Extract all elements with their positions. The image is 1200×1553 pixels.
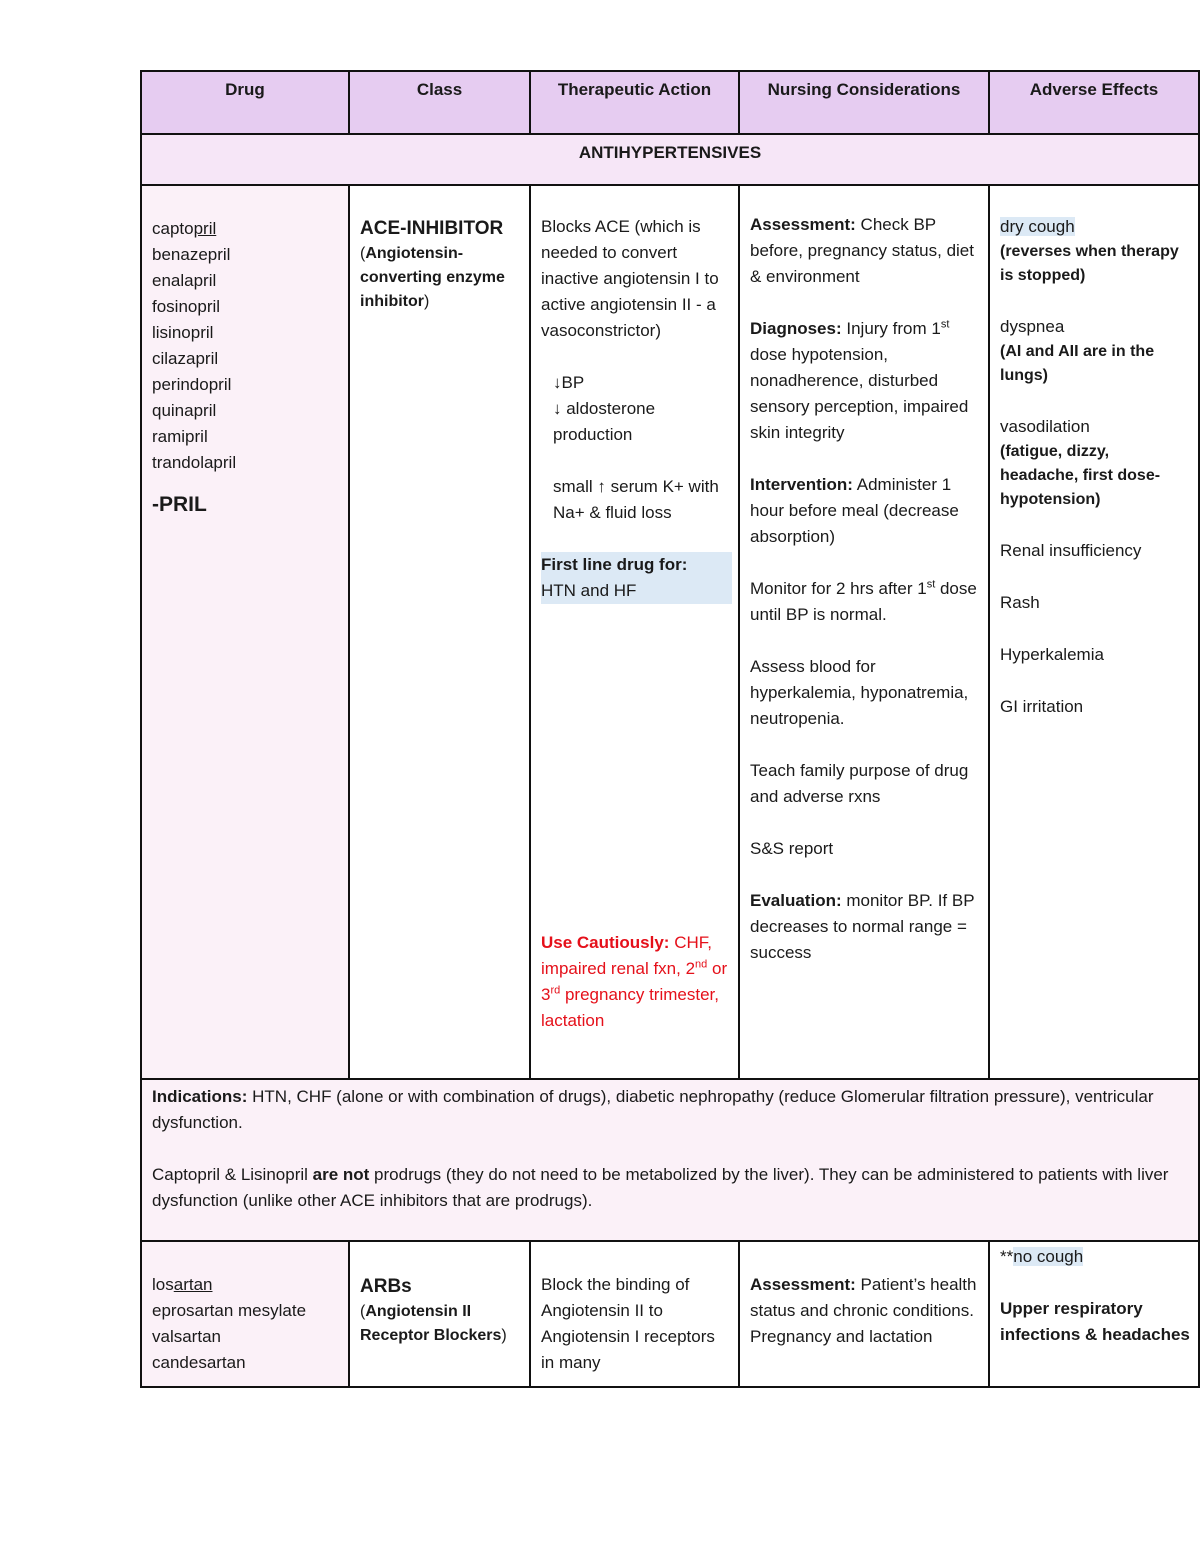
ace-class-subtitle: (Angiotensin-converting enzyme inhibitor) (360, 245, 510, 310)
ace-drug-item: cilazapril (152, 349, 219, 368)
arb-pregnancy: Pregnancy and lactation (750, 1327, 933, 1346)
arb-row (141, 1241, 1199, 1387)
header-nursing-considerations: Nursing Considerations (739, 71, 989, 134)
ace-teach: Teach family purpose of drug and adverse rxns (750, 761, 974, 806)
section-title: ANTIHYPERTENSIVES (141, 134, 1199, 185)
arb-drug-item: eprosartan mesylate (152, 1301, 307, 1320)
arb-action-cell (530, 1241, 739, 1387)
ace-class-title: ACE-INHIBITOR (360, 218, 504, 239)
drug-table (140, 70, 1200, 1388)
ace-nursing-cell (739, 185, 989, 1079)
ace-drug-item: quinapril (152, 401, 217, 420)
ace-drug-item: benazepril (152, 245, 231, 264)
arb-class-subtitle: (Angiotensin II Receptor Blockers) (360, 1303, 507, 1344)
ace-first-line-label: First line drug for: (541, 555, 688, 574)
arb-nursing-cell (739, 1241, 989, 1387)
ace-adverse-rash: Rash (1000, 593, 1040, 612)
ace-drug-item: lisinopril (152, 323, 214, 342)
ace-suffix-label: -PRIL (152, 493, 207, 516)
indications-row (141, 1079, 1199, 1241)
ace-adverse-hyperkalemia: Hyperkalemia (1000, 645, 1104, 664)
ace-action-desc: Blocks ACE (which is needed to convert inactive angiotensin I to active angiotensin II - a vasoconstrictor) (541, 217, 724, 340)
ace-adverse-gi: GI irritation (1000, 697, 1084, 716)
ace-effect-potassium: small ↑ serum K+ with Na+ & fluid loss (553, 477, 724, 522)
ace-report: S&S report (750, 839, 834, 858)
ace-effect-aldosterone: ↓ aldosterone production (553, 399, 660, 444)
ace-drug-item: ramipril (152, 427, 208, 446)
arb-adverse-no-cough: **no cough (1000, 1247, 1084, 1266)
arb-class-title: ARBs (360, 1276, 412, 1297)
ace-assess-blood: Assess blood for hyperkalemia, hyponatremia, neutropenia. (750, 657, 974, 728)
arb-assessment: Assessment: Patient’s health status and chronic conditions. (750, 1275, 982, 1320)
arb-adverse-upper-resp: Upper respiratory infections & headaches (1000, 1299, 1190, 1344)
ace-intervention: Intervention: Administer 1 hour before meal (decrease absorption) (750, 475, 964, 546)
arb-class-cell (349, 1241, 530, 1387)
ace-drug-item: fosinopril (152, 297, 221, 316)
ace-effect-bp: ↓BP (553, 373, 585, 392)
ace-adverse-cell (989, 185, 1199, 1079)
indications-prodrug-note: Captopril & Lisinopril are not prodrugs (they do not need to be metabolized by the liver). They can be administered to patients with liver dysfunction (unlike other ACE inhibitors that are prodrugs). (152, 1165, 1174, 1210)
arb-drug-item: losartan (152, 1275, 213, 1294)
ace-adverse-dry-cough-note: (reverses when therapy is stopped) (1000, 243, 1179, 284)
header-drug: Drug (141, 71, 349, 134)
ace-adverse-dyspnea-note: (AI and AII are in the lungs) (1000, 343, 1155, 384)
ace-class-cell (349, 185, 530, 1079)
arb-drug-cell (141, 1241, 349, 1387)
ace-drug-cell (141, 185, 349, 1079)
ace-drug-item: trandolapril (152, 453, 237, 472)
ace-first-line-value: HTN and HF (541, 581, 637, 600)
header-adverse-effects: Adverse Effects (989, 71, 1199, 134)
arb-drug-item: candesartan (152, 1353, 246, 1372)
ace-row (141, 185, 1199, 1079)
arb-drug-item: valsartan (152, 1327, 221, 1346)
ace-evaluation: Evaluation: monitor BP. If BP decreases to normal range = success (750, 891, 979, 962)
ace-drug-item: enalapril (152, 271, 217, 290)
indications-text: Indications: HTN, CHF (alone or with combination of drugs), diabetic nephropathy (reduce Glomerular filtration pressure), ventricular dysfunction. (152, 1087, 1159, 1132)
header-class: Class (349, 71, 530, 134)
section-row (141, 134, 1199, 185)
ace-adverse-dry-cough: dry cough (1000, 217, 1075, 236)
indications-cell (141, 1079, 1199, 1241)
ace-caution: Use Cautiously: CHF, impaired renal fxn, 2nd or 3rd pregnancy trimester, lactation (541, 933, 732, 1030)
ace-action-cell (530, 185, 739, 1079)
ace-adverse-vasodilation: vasodilation (1000, 417, 1090, 436)
arb-adverse-cell (989, 1241, 1199, 1387)
header-therapeutic-action: Therapeutic Action (530, 71, 739, 134)
ace-monitor: Monitor for 2 hrs after 1st dose until BP is normal. (750, 578, 982, 624)
ace-drug-item: captopril (152, 219, 217, 238)
ace-drug-item: perindopril (152, 375, 232, 394)
ace-adverse-dyspnea: dyspnea (1000, 317, 1065, 336)
ace-assessment: Assessment: Check BP before, pregnancy status, diet & environment (750, 215, 979, 286)
ace-diagnoses: Diagnoses: Injury from 1st dose hypotension, nonadherence, disturbed sensory perception, impaired skin integrity (750, 318, 974, 442)
ace-adverse-renal: Renal insufficiency (1000, 541, 1142, 560)
arb-action-desc: Block the binding of Angiotensin II to Angiotensin I receptors in many (541, 1275, 720, 1372)
ace-adverse-vasodilation-note: (fatigue, dizzy, headache, first dose-hypotension) (1000, 443, 1161, 508)
ace-first-line-box (541, 552, 732, 604)
header-row (141, 71, 1199, 134)
